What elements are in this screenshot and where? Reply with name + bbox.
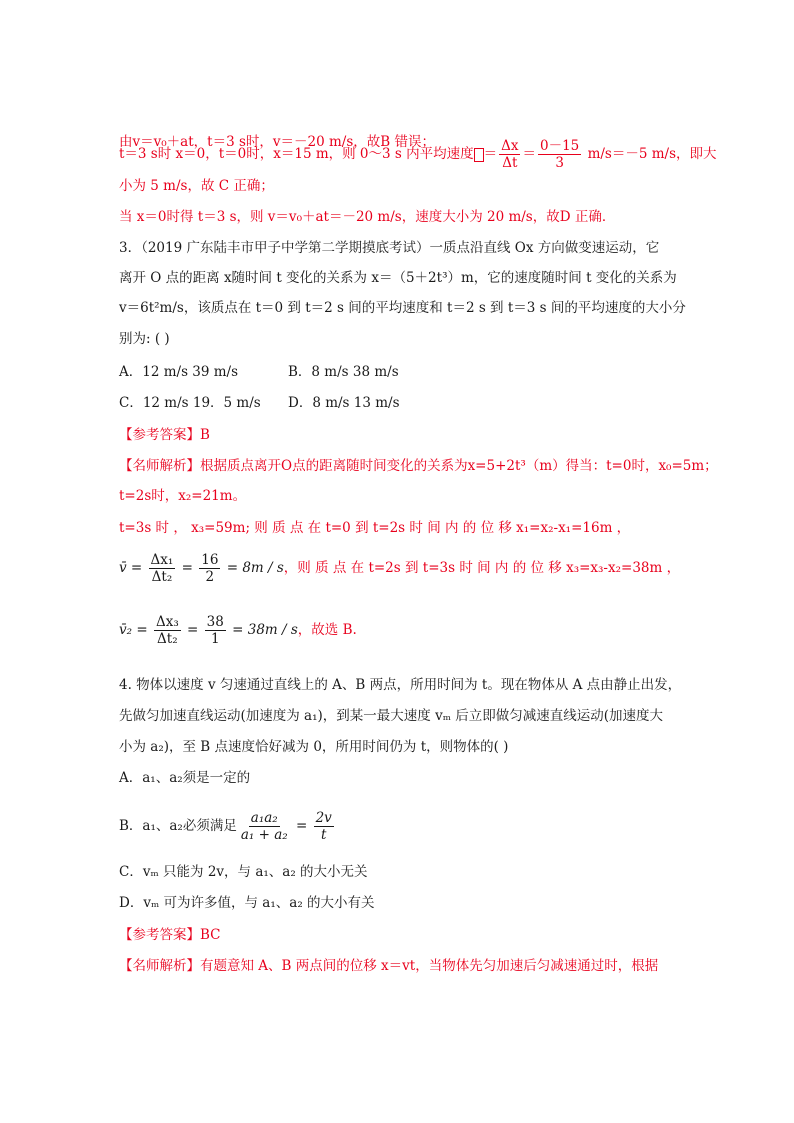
fraction-avg xyxy=(538,138,581,171)
fraction-num: Δx xyxy=(501,138,519,154)
fraction-v1-value xyxy=(199,552,220,585)
solution-line-2: t＝3 s时 x＝0，t＝0时，x＝15 m，则 0～3 s 内平均速度 ＝ $\frac{\Delta x}{\Delta t}$ ＝ $\frac{0-15}{3}$ m/s＝－5 m/s，即大 xyxy=(119,138,717,171)
question-3-line-1: 3．（2019 广东陆丰市甲子中学第二学期摸底考试）一质点沿直线 Ox 方向做变速运动，它 xyxy=(119,240,660,256)
question-4-option-d: D．vₘ 可为许多值，与 a₁、a₂ 的大小有关 xyxy=(119,895,375,911)
fraction-den: Δt xyxy=(502,155,518,171)
fraction-num: 0－15 xyxy=(539,138,580,154)
question-4-line-2: 先做匀加速直线运动(加速度为 a₁)，到某一最大速度 vₘ 后立即做匀减速直线运动(加速度大 xyxy=(119,708,664,724)
fraction-den: a₁ + a₂ xyxy=(240,827,288,843)
solution-line-4: 当 x＝0时得 t＝3 s，则 v＝v₀＋at＝－20 m/s，速度大小为 20 m/s，故D 正确． xyxy=(119,209,616,225)
solution-line-3: 小为 5 m/s，故 C 正确； xyxy=(119,178,274,194)
question-3-line-2: 离开 O 点的距离 x随时间 t 变化的关系为 x＝（5＋2t³）m，它的速度随时间 t 变化的关系为 xyxy=(119,270,677,286)
question-3-option-d: D．8 m/s 13 m/s xyxy=(288,395,400,411)
question-4-option-a: A．a₁、a₂须是一定的 xyxy=(119,770,251,786)
fraction-num: 38 xyxy=(206,614,224,630)
fraction-num: 16 xyxy=(201,552,219,568)
fraction-num: a₁a₂ xyxy=(250,810,278,826)
explanation-4: 【名师解析】有题意知 A、B 两点间的位移 x＝vt，当物体先匀加速后匀减速通过时，根据 xyxy=(119,958,659,974)
question-4-line-3: 小为 a₂)，至 B 点速度恰好减为 0，所用时间仍为 t，则物体的( ) xyxy=(119,739,509,755)
question-3-line-4: 别为: ( ) xyxy=(119,331,170,347)
solution-line-1: 由v＝v₀＋at，t＝3 s时，v＝－20 m/s，故B 错误； xyxy=(119,134,435,150)
explanation-3-line-2: t=2s时，x₂=21m。 xyxy=(119,488,247,504)
fraction-den: 3 xyxy=(555,155,564,171)
fraction-v2-value xyxy=(205,614,226,647)
fraction-den: Δt₂ xyxy=(157,631,178,647)
question-3-option-a: A．12 m/s 39 m/s xyxy=(119,364,239,380)
v1-result: = 8m / s xyxy=(226,560,284,576)
explanation-3-line-5: ，故选 B. xyxy=(297,622,357,638)
explanation-3-line-3: t=3s 时 ， x₃=59m; 则 质 点 在 t=0 到 t=2s 时 间 内 的 位 移 x₁=x₂-x₁=16m ， xyxy=(119,520,631,536)
fraction-den: 2 xyxy=(205,569,215,585)
question-4-line-1: 4. 物体以速度 v 匀速通过直线上的 A、B 两点，所用时间为 t。现在物体从 A 点由静止出发， xyxy=(119,677,682,693)
v2-result: = 38m / s xyxy=(232,622,298,638)
question-3-line-3: v＝6t²m/s，该质点在 t＝0 到 t＝2 s 间的平均速度和 t＝2 s 到 t＝3 s 间的平均速度的大小分 xyxy=(119,300,686,316)
fraction-num: Δx₁ xyxy=(150,552,174,568)
fraction-option-b-rhs xyxy=(314,810,334,843)
answer-3: 【参考答案】B xyxy=(119,427,210,443)
option-b-text: B．a₁、a₂必须满足 xyxy=(119,818,237,834)
fraction-den: Δt₂ xyxy=(151,569,173,585)
explanation-3-line-1: 【名师解析】根据质点离开O点的距离随时间变化的关系为x=5+2t³（m）得当：t=0时，x₀=5m； xyxy=(119,458,718,474)
solution-line-2-tail: m/s＝－5 m/s，即大 xyxy=(587,146,717,162)
fraction-den: 1 xyxy=(210,631,220,647)
fraction-v2 xyxy=(154,614,181,647)
fraction-num: Δx₃ xyxy=(155,614,179,630)
solution-line-2-text: t＝3 s时 x＝0，t＝0时，x＝15 m，则 0～3 s 内平均速度 xyxy=(119,146,474,162)
explanation-3-velocity-2: v̄₂ = $\frac{\text{Δx₃}}{\text{Δt₂}}$ = $\frac{38}{1}$ = 38m / s，故选 B. xyxy=(119,614,357,647)
question-4-option-c: C．vₘ 只能为 2v，与 a₁、a₂ 的大小无关 xyxy=(119,864,368,880)
question-3-option-b: B．8 m/s 38 m/s xyxy=(288,364,399,380)
fraction-v1 xyxy=(149,552,176,585)
fraction-option-b xyxy=(239,810,290,843)
answer-4: 【参考答案】BC xyxy=(119,927,221,943)
fraction-dx-dt xyxy=(499,138,520,171)
v2-symbol: v̄₂ xyxy=(119,622,133,638)
broken-glyph-icon xyxy=(474,148,484,162)
question-4-option-b: B．a₁、a₂必须满足 $\frac{\text{a₁a₂}}{\text{a₁ + a₂}}$ = $\frac{2v}{t}$ xyxy=(119,810,332,843)
question-3-option-c: C．12 m/s 19．5 m/s xyxy=(119,395,261,411)
v1-symbol: v̄ xyxy=(119,560,127,576)
fraction-num: 2v xyxy=(315,810,332,826)
explanation-3-velocity-1: v̄ = $\frac{\text{Δx₁}}{\text{Δt₂}}$ = $\frac{16}{2}$ = 8m / s，则 质 点 在 t=2s 到 t=3s 时 间 内 的 位 移 x₃=x₃-x₂=38m ， xyxy=(119,552,681,585)
fraction-den: t xyxy=(320,827,327,843)
explanation-3-line-4: ，则 质 点 在 t=2s 到 t=3s 时 间 内 的 位 移 x₃=x₃-x₂=38m ， xyxy=(283,560,681,576)
